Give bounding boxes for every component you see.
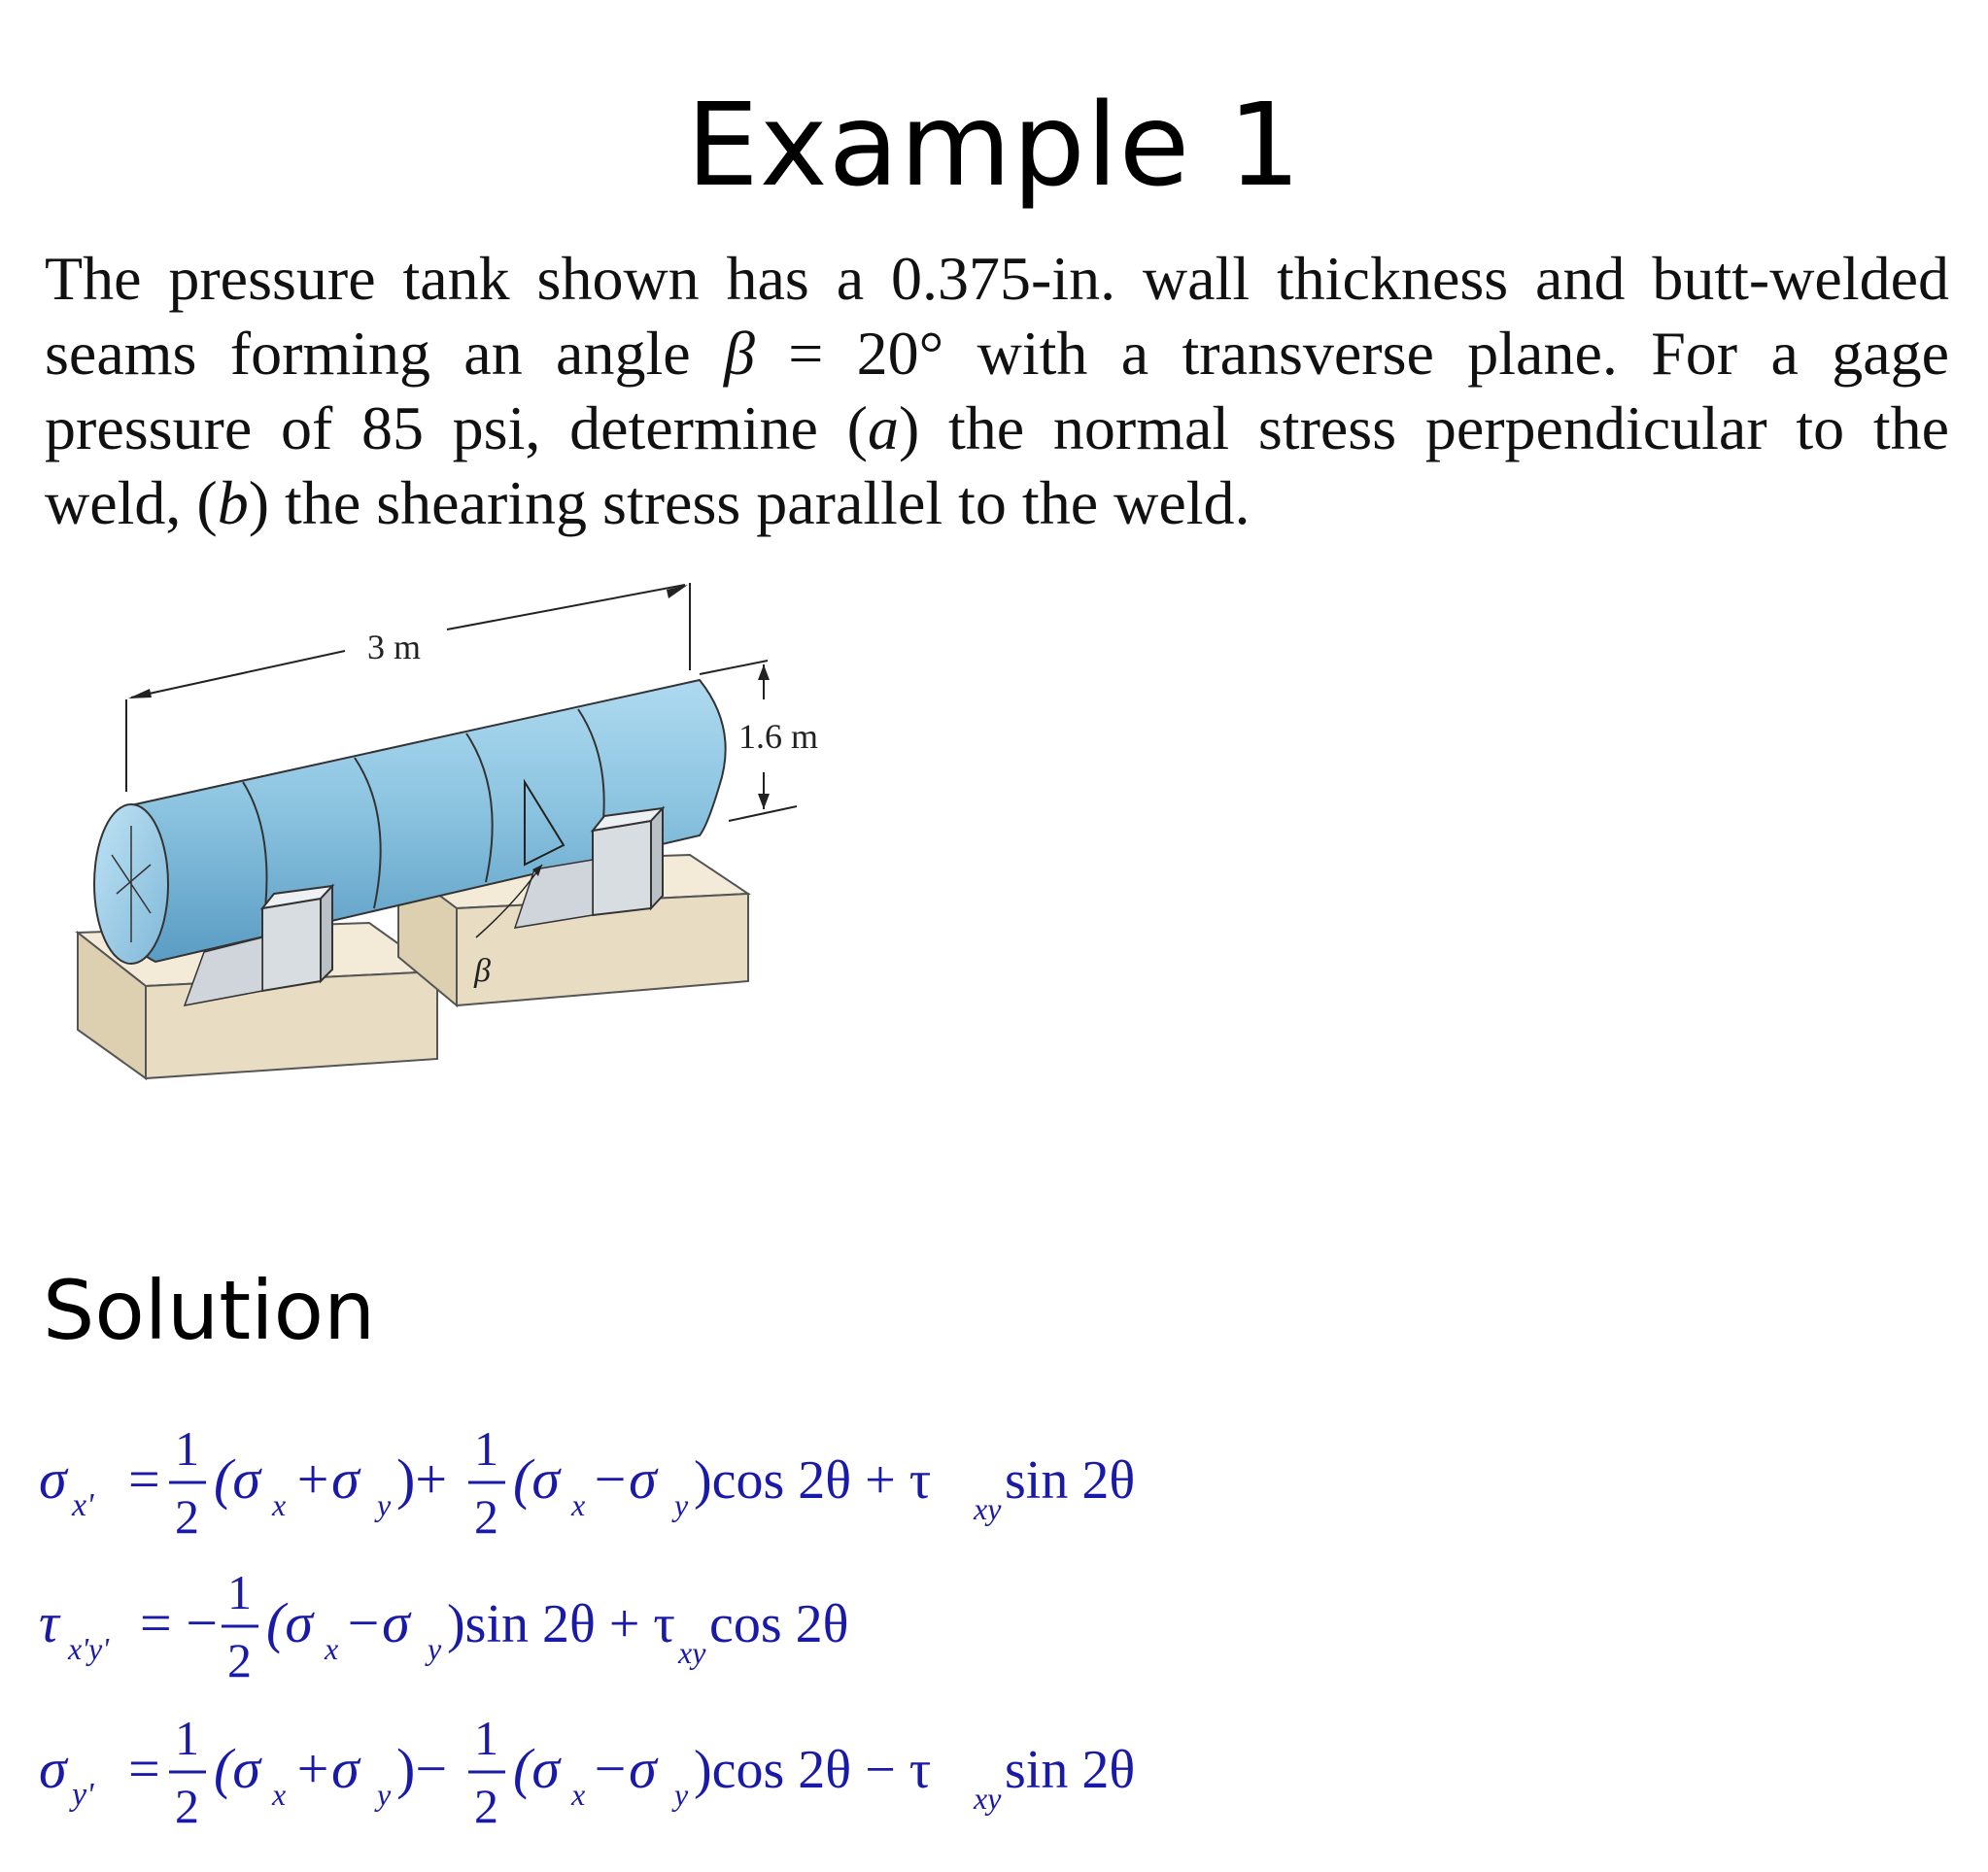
eq2-t1-sub: x: [325, 1631, 339, 1666]
problem-line-1: The pressure tank shown has a 0.375-in. wall thickness and butt-welded: [45, 244, 1949, 313]
eq2-t4: cos 2θ: [709, 1594, 849, 1654]
eq3-frac1-den: 2: [175, 1779, 199, 1833]
eq1-t2-sub: y: [377, 1487, 392, 1522]
equation-normal-stress-y: [39, 1708, 1205, 1849]
eq2-frac-num: 1: [227, 1565, 252, 1619]
slide-title: Example 1: [686, 78, 1302, 212]
eq3-t7: sin 2θ: [1005, 1740, 1136, 1800]
eq1-equals: =: [128, 1447, 160, 1511]
equation-3-svg: [39, 1708, 1205, 1844]
eq3-lhs: σ: [39, 1737, 67, 1800]
eq1-t7: sin 2θ: [1005, 1450, 1136, 1511]
eq2-frac-den: 2: [227, 1633, 252, 1687]
eq1-t6-sub: xy: [974, 1491, 1002, 1526]
eq3-t5-sub: y: [674, 1777, 689, 1812]
eq1-frac2-num: 1: [474, 1421, 498, 1476]
length-label: 3 m: [367, 628, 422, 666]
eq1-frac2-den: 2: [474, 1489, 498, 1544]
eq3-t6-sub: xy: [974, 1781, 1002, 1816]
beta-label: β: [474, 953, 491, 989]
eq3-t2: +σ: [293, 1737, 360, 1800]
eq1-frac1-num: 1: [175, 1421, 199, 1476]
equation-2-svg: [39, 1562, 1205, 1698]
eq1-frac1-den: 2: [175, 1489, 199, 1544]
eq3-t4: (σ: [513, 1737, 560, 1800]
eq1-t2: +σ: [293, 1447, 360, 1511]
eq2-lhs: τ: [39, 1591, 59, 1654]
eq1-t4-sub: x: [571, 1487, 586, 1522]
problem-statement: [45, 241, 1949, 540]
eq3-t1-sub: x: [272, 1777, 287, 1812]
eq1-t5-sub: y: [674, 1487, 689, 1522]
eq1-lhs-sub: x': [72, 1487, 94, 1523]
solution-heading: Solution: [43, 1263, 376, 1358]
eq1-t5: −σ: [591, 1447, 657, 1511]
eq2-t1: (σ: [266, 1591, 313, 1654]
eq1-t1-sub: x: [272, 1487, 287, 1522]
tank-illustration: [58, 573, 874, 1098]
eq3-t2-sub: y: [377, 1777, 392, 1812]
eq1-t6: )cos 2θ + τ: [694, 1450, 932, 1511]
eq1-lhs: σ: [39, 1447, 67, 1511]
eq3-lhs-sub: y': [72, 1777, 94, 1813]
equation-shear-stress: [39, 1562, 1205, 1703]
eq1-t1: (σ: [214, 1447, 260, 1511]
eq3-t3: )−: [396, 1737, 448, 1800]
eq3-frac2-num: 1: [474, 1711, 498, 1765]
equation-1-svg: [39, 1418, 1205, 1554]
eq2-t2-sub: y: [428, 1631, 442, 1666]
eq3-t6: )cos 2θ − τ: [694, 1740, 932, 1800]
eq2-t2: −σ: [344, 1591, 410, 1654]
eq3-frac2-den: 2: [474, 1779, 498, 1833]
eq2-t3-sub: xy: [678, 1635, 706, 1670]
eq1-t3: )+: [396, 1447, 448, 1511]
eq3-t4-sub: x: [571, 1777, 586, 1812]
pressure-tank-figure: [58, 573, 874, 1098]
eq2-t3: )sin 2θ + τ: [447, 1594, 675, 1654]
equation-normal-stress-x: [39, 1418, 1205, 1559]
eq3-frac1-num: 1: [175, 1711, 199, 1765]
eq3-t5: −σ: [591, 1737, 657, 1800]
eq2-equals: = −: [140, 1591, 218, 1654]
eq2-lhs-sub: x'y': [68, 1631, 110, 1666]
problem-line-2: seams forming an angle β = 20° with a transverse plane. For a gage: [45, 319, 1950, 388]
problem-line-4: weld, (b) the shearing stress parallel to the weld.: [45, 468, 1251, 537]
eq3-equals: =: [128, 1737, 160, 1800]
eq1-t4: (σ: [513, 1447, 560, 1511]
eq3-t1: (σ: [214, 1737, 260, 1800]
diameter-label: 1.6 m: [738, 717, 819, 756]
problem-line-3: pressure of 85 psi, determine (a) the normal stress perpendicular to the: [45, 393, 1950, 462]
